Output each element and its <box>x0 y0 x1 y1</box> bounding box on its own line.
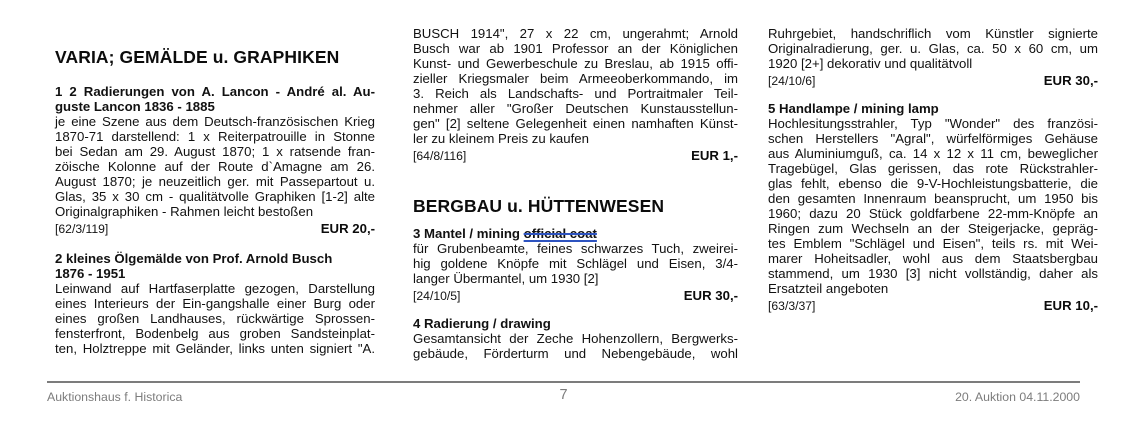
page-footer <box>47 381 1080 404</box>
lot-1-price: EUR 20,- <box>320 221 375 236</box>
lot-3-description: für Grubenbeamte, feines schwarzes Tuch, zweirei- hig goldene Knöpfe mit Schlägel und Eisen, 3/4- langer Übermantel, um 1930 [2] <box>413 241 738 286</box>
lot-2-catalog-ref: [64/8/116] <box>413 149 467 163</box>
lot-entry-1 <box>55 84 375 237</box>
lot-5-ref-row <box>768 298 1098 314</box>
lot-3-price: EUR 30,- <box>683 288 738 303</box>
section-heading-bergbau: BERGBAU u. HÜTTENWESEN <box>413 196 665 216</box>
lot-2-ref-row <box>413 148 738 164</box>
lot-entry-5 <box>768 101 1098 314</box>
lot-3-title-struck-text: official coat <box>523 226 597 241</box>
lot-2-title: 2 kleines Ölgemälde von Prof. Arnold Busch 1876 - 1951 <box>55 251 333 281</box>
lot-4-title: 4 Radierung / drawing <box>413 316 551 331</box>
lot-4-catalog-ref: [24/10/6] <box>768 74 816 88</box>
lot-3-title <box>413 226 738 241</box>
section-heading-varia: VARIA; GEMÄLDE u. GRAPHIKEN <box>55 47 340 67</box>
lot-entry-2 <box>55 251 375 356</box>
footer-auction-date: 20. Auktion 04.11.2000 <box>955 390 1080 404</box>
lot-5-description: Hochlesitungsstrahler, Typ "Wonder" des französi- schen Herstellers "Agral", würfelförmiges Gehäuse aus Aluminiumguß, ca. 14 x 12 x 11 cm, beweglicher Tragebügel, Glas gerissen, das rote Rückstrahler- glas fehlt, ebenso die 9-V-Hochleistungsbatterie, die den gesamten Innenraum beansprucht, um 1950 bis 1960; dazu 20 Stück goldfarbene 22-mm-Knöpfe an Ringen zum Wechseln an der Steigerjacke, gepräg- tes Emblem "Schlägel und Eisen", teils rs. mit Wei- marer Hoheitsadler, wohl aus dem Staatsbergbau stammend, um 1930 [3] nicht vollständig, daher als Ersatzteil angeboten <box>768 116 1098 296</box>
lot-entry-3 <box>413 226 738 304</box>
lot-5-catalog-ref: [63/3/37] <box>768 299 816 313</box>
lot-4-description: Gesamtansicht der Zeche Hohenzollern, Bergwerks- gebäude, Förderturm und Nebengebäude, wohl <box>413 331 738 361</box>
lot-1-title: 1 2 Radierungen von A. Lancon - André al. Au- guste Lancon 1836 - 1885 <box>55 84 375 114</box>
lot-3-catalog-ref: [24/10/5] <box>413 289 461 303</box>
lot-5-price: EUR 10,- <box>1043 298 1098 313</box>
lot-4-ref-row <box>768 73 1098 89</box>
lot-2-description-continued: BUSCH 1914", 27 x 22 cm, ungerahmt; Arnold Busch war ab 1901 Professor an der Königlichen Kunst- und Gewerbeschule zu Breslau, ab 1915 offi- zieller Kriegsmaler beim Armeeoberkommando, im 3. Reich als Landschafts- und Portraitmaler Teil- nehmer aller "Großer Deutschen Kunstausstellun- gen" [2] seltene Gelegenheit einen namhaften Künst- ler zu kleinem Preis zu kaufen <box>413 26 738 146</box>
lot-1-ref-row <box>55 221 375 237</box>
lot-4-price: EUR 30,- <box>1043 73 1098 88</box>
page-number: 7 <box>559 387 568 403</box>
lot-1-catalog-ref: [62/3/119] <box>55 222 109 236</box>
column-2 <box>413 0 738 361</box>
lot-1-description: je eine Szene aus dem Deutsch-französischen Krieg 1870-71 darstellend: 1 x Reiterpatrouille in Stonne bei Sedan am 29. August 1870; 1 x ratsende fran- zöische Kolonne auf der Route d`Amagne am 26. August 1870; je neuzeitlich ger. mit Passepartout u. Glas, 35 x 30 cm - qualitätvolle Graphiken [1-2] alte Originalgraphiken - Rahmen leicht bestoßen <box>55 114 375 219</box>
footer-row <box>47 383 1080 404</box>
lot-3-title-text: 3 Mantel / mining <box>413 226 524 241</box>
lot-5-title: 5 Handlampe / mining lamp <box>768 101 939 116</box>
lot-4-description-continued: Ruhrgebiet, handschriflich vom Künstler signierte Originalradierung, ger. u. Glas, ca. 50 x 60 cm, um 1920 [2+] dekorativ und qualitätvoll <box>768 26 1098 71</box>
lot-entry-4 <box>413 316 738 361</box>
lot-3-ref-row <box>413 288 738 304</box>
lot-2-price: EUR 1,- <box>691 148 738 163</box>
column-3 <box>768 0 1098 314</box>
footer-auction-house: Auktionshaus f. Historica <box>47 390 183 404</box>
lot-2-description: Leinwand auf Hartfaserplatte gezogen, Darstellung eines Interieurs der Ein-gangshalle einer Burg oder eines großen Landhauses, rückwärtige Sprossen- fensterfront, Bodenbelg aus groben Sandsteinplat- ten, Holztreppe mit Geländer, links unten signiert "A. <box>55 281 375 356</box>
column-1 <box>55 0 375 356</box>
